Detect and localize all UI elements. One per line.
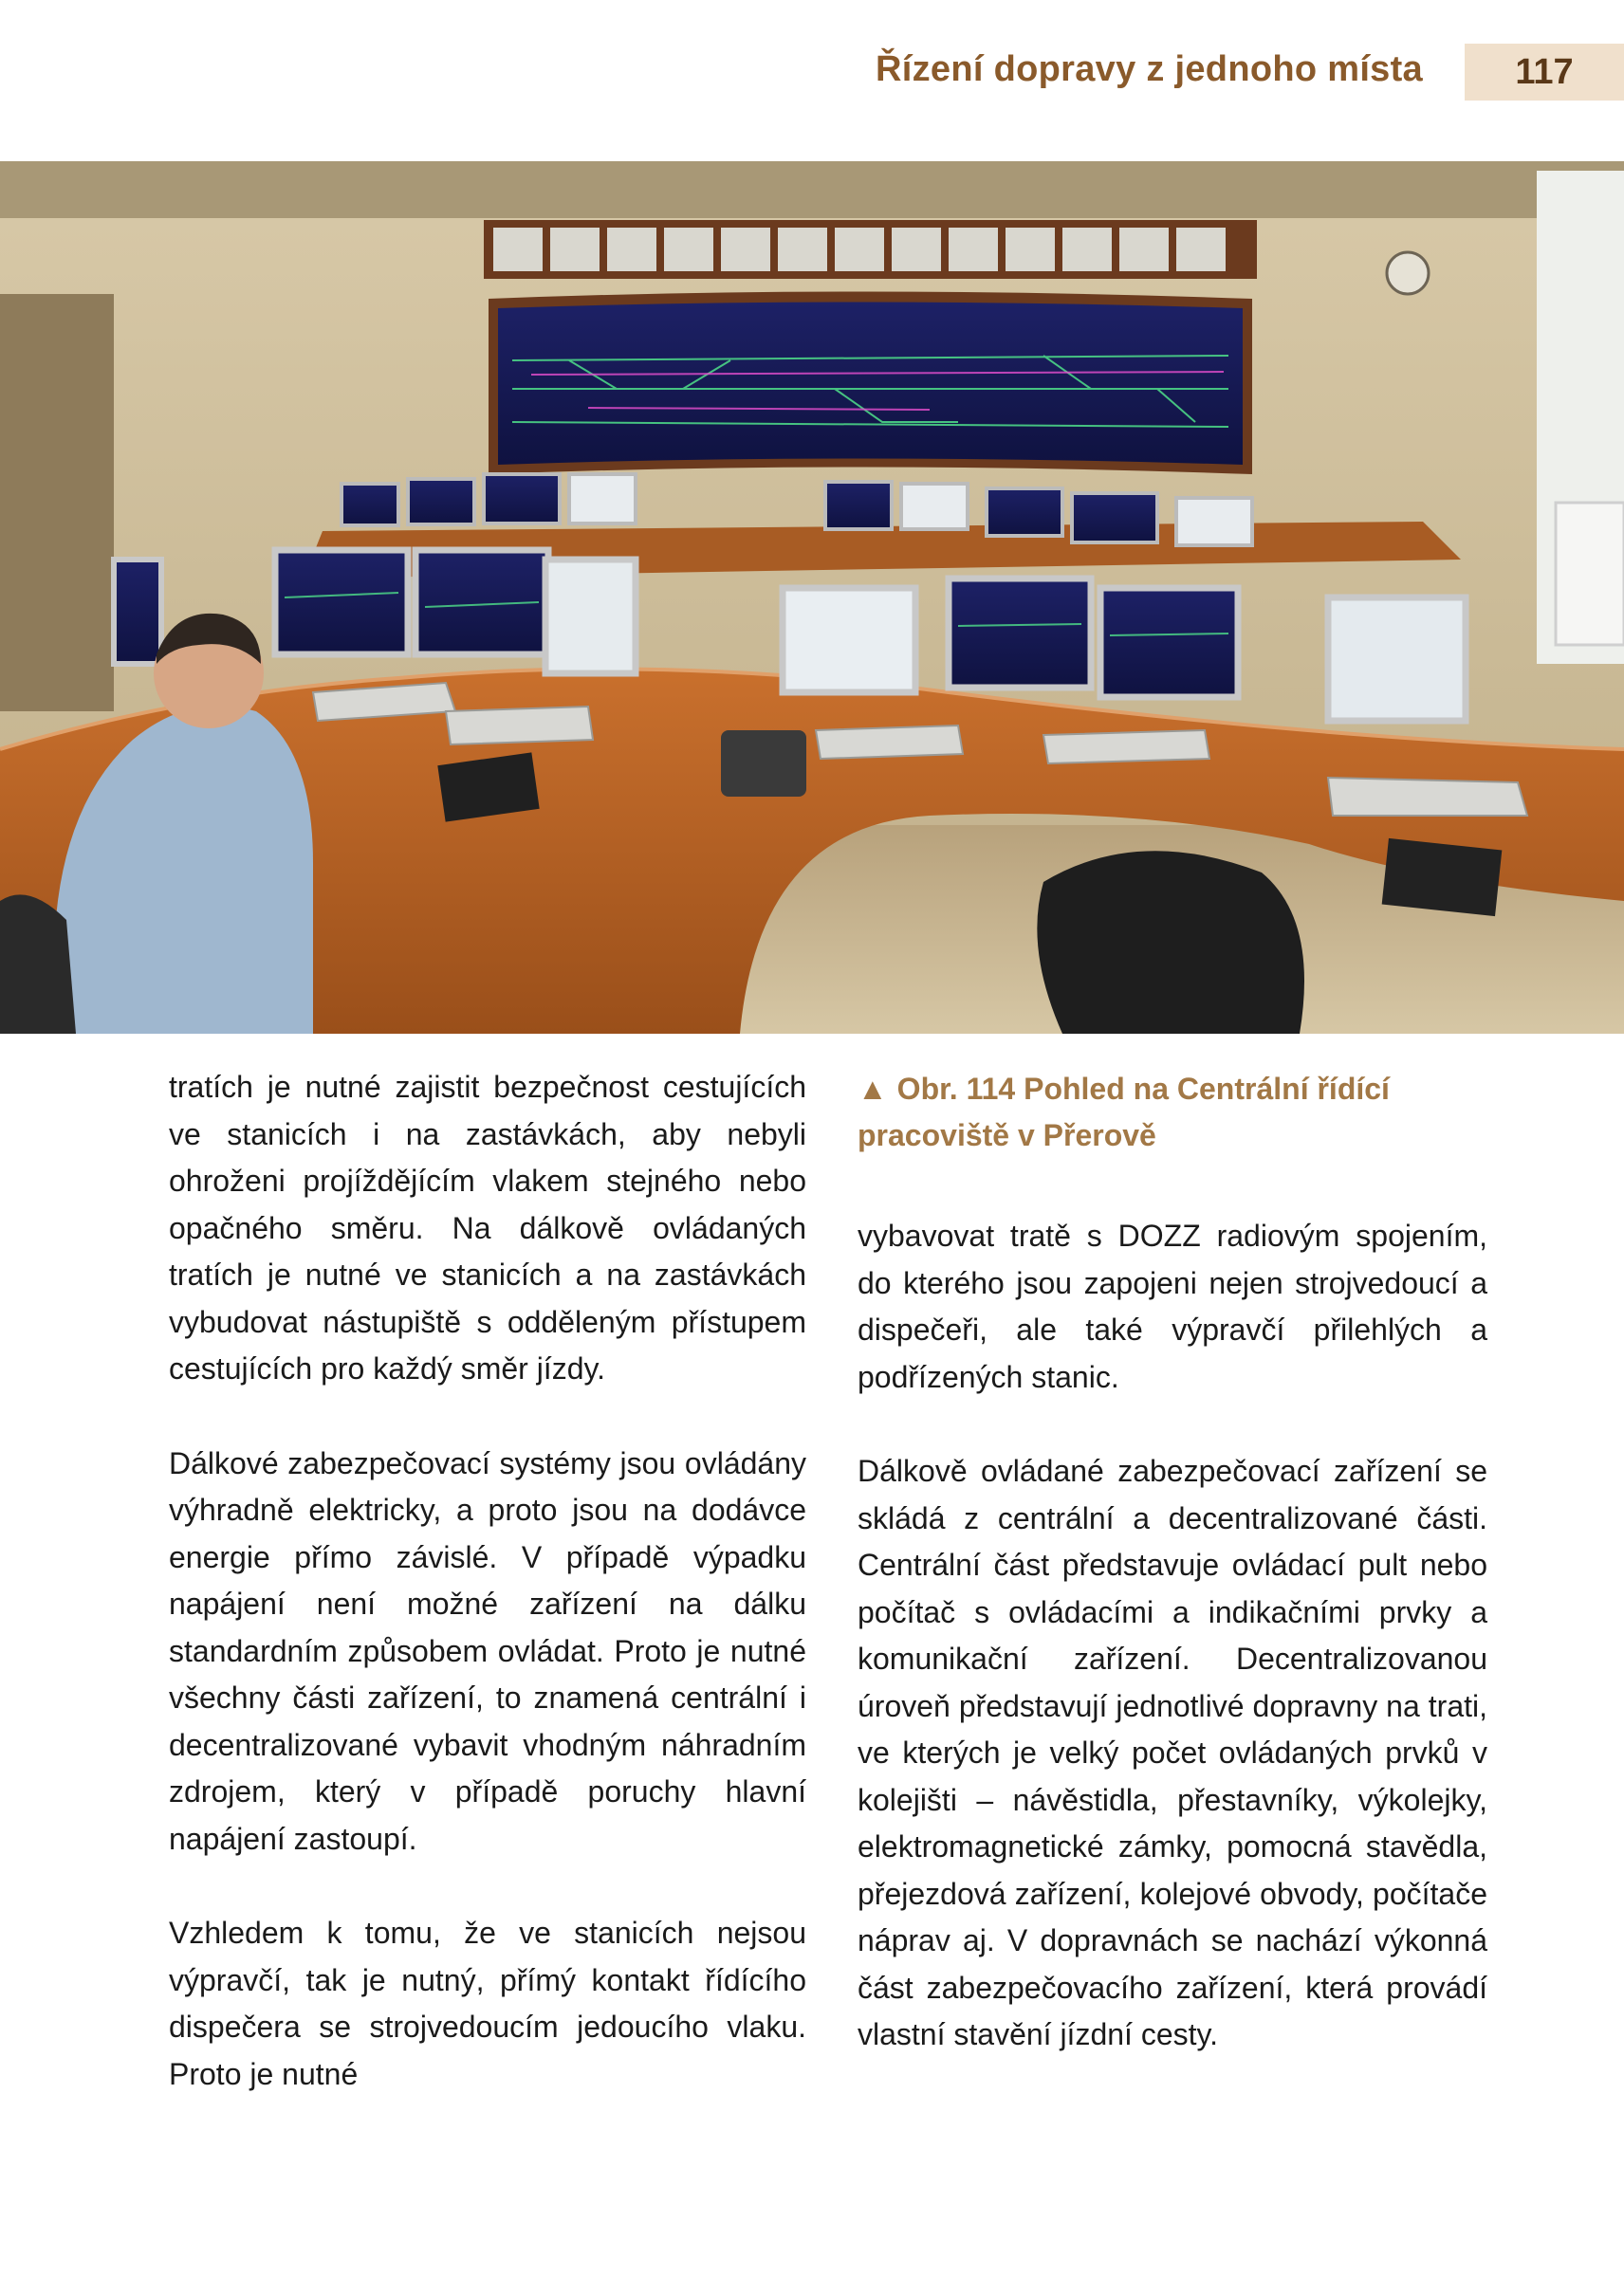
control-room-photo xyxy=(0,161,1624,1034)
right-paragraph-2: Dálkově ovládané zabezpečovací zařízení se skládá z centrální a decentralizované části. Centrální část představuje ovládací pult nebo počítač s ovládacími a indikačními prvky a komunikační zařízení. Decentralizovanou úroveň představují jednotlivé dopravny na trati, ve kterých je velký počet ovládaných prvků v kolejišti – návěstidla, přestavníky, výkolejky, elektromagnetické zámky, pomocná stavědla, přejezdová zařízení, kolejové obvody, počítače náprav aj. V dopravnách se nachází výkonná část zabezpečovacího zařízení, která provádí vlastní stavění jízdní cesty. xyxy=(858,1454,1487,2051)
figure-caption xyxy=(858,1066,1484,1159)
right-column xyxy=(858,1213,1487,2059)
control-room-illustration xyxy=(0,161,1624,1034)
figure-caption-text: Obr. 114 Pohled na Centrální řídící pracoviště v Přerově xyxy=(858,1072,1390,1152)
left-column xyxy=(169,1064,806,2098)
page-number: 117 xyxy=(1515,51,1574,92)
left-paragraph-1: tratích je nutné zajistit bezpečnost cestujících ve stanicích i na zastávkách, aby nebyli ohroženi projíždějícím vlakem stejného nebo opačného směru. Na dálkově ovládaných tratích je nutné ve stanicích a na zastávkách vybudovat nástupiště s odděleným přístupem cestujících pro každý směr jízdy. xyxy=(169,1070,806,1386)
caption-arrow-icon: ▲ xyxy=(858,1072,888,1106)
running-header-title: Řízení dopravy z jednoho místa xyxy=(876,49,1423,89)
left-paragraph-2: Dálkové zabezpečovací systémy jsou ovládány výhradně elektricky, a proto jsou na dodávce energie přímo závislé. V případě výpadku napájení není možné zařízení na dálku standardním způsobem ovládat. Proto je nutné všechny části zařízení, to znamená centrální i decentralizované vybavit vhodným náhradním zdrojem, který v případě poruchy hlavní napájení zastoupí. xyxy=(169,1445,806,1856)
left-paragraph-3: Vzhledem k tomu, že ve stanicích nejsou výpravčí, tak je nutný, přímý kontakt řídícího dispečera se strojvedoucím jedoucího vlaku. Proto je nutné xyxy=(169,1916,806,2091)
right-paragraph-1: vybavovat tratě s DOZZ radiovým spojením, do kterého jsou zapojeni nejen strojvedoucí a dispečeři, ale také výpravčí přilehlých a podřízených stanic. xyxy=(858,1219,1487,1394)
page-number-box xyxy=(1465,44,1624,101)
